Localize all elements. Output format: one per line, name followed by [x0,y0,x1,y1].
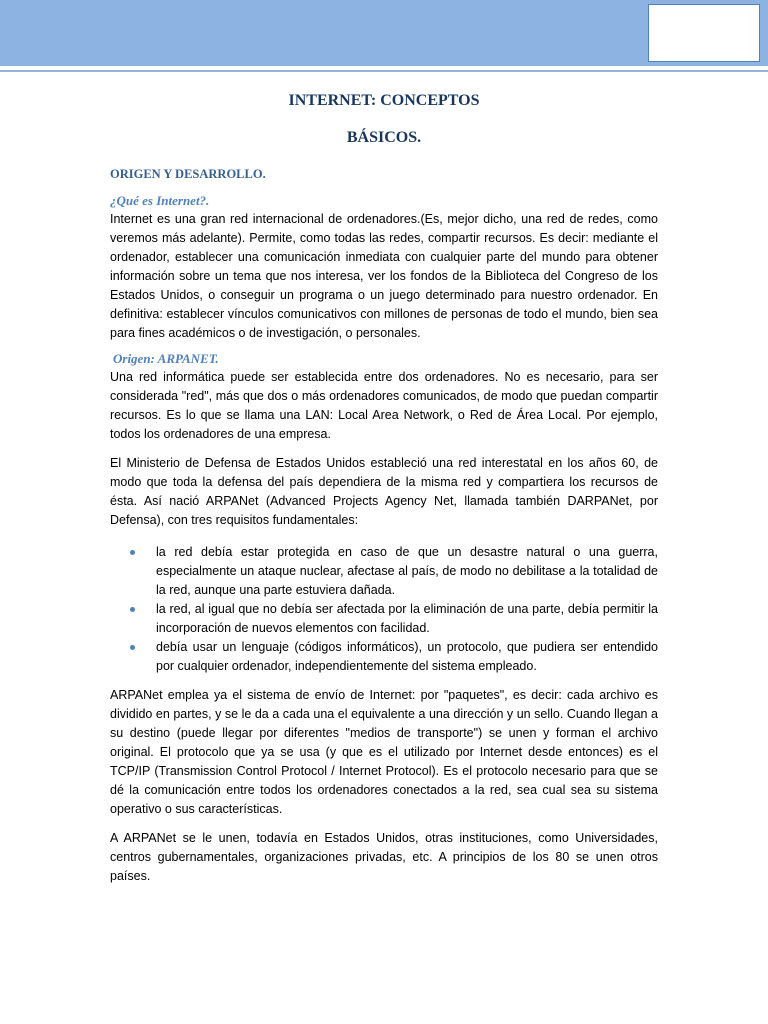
section-heading: ORIGEN Y DESARROLLO. [110,167,266,181]
list-item [110,543,658,600]
list-item [110,638,658,676]
paragraph3: ARPANet emplea ya el sistema de envío de Internet: por "paquetes", es decir: cada archivo es dividido en partes, y se le da a cada una el equivalente a una dirección y un sello. Cuando llegan a su destino (puede llegar por diferentes "medios de transporte") se unen y forman el archivo original. El protocolo que ya se usa (y que es el utilizado por Internet desde entonces) es el TCP/IP (Transmission Control Protocol / Internet Protocol). Es el protocolo necesario para que se dé la comunicación entre todos los ordenadores conectados a la red, sea cual sea su sistema operativo o sus características. [110,688,658,816]
subsection2-paragraph1: Una red informática puede ser establecida entre dos ordenadores. No es necesario, para ser considerada "red", más que dos o más ordenadores comunicados, de modo que puedan compartir recursos. Es lo que se llama una LAN: Local Area Network, o Red de Área Local. Por ejemplo, todos los ordenadores de una empresa. [110,370,658,441]
header-box [648,4,760,62]
subsection2-paragraph2: El Ministerio de Defensa de Estados Unidos estableció una red interestatal en los años 60, de modo que toda la defensa del país dependiera de la misma red y compartiera los recursos de ésta. Así nació ARPANet (Advanced Projects Agency Net, llamada también DARPANet, por Defensa), con tres requisitos fundamentales: [110,456,658,527]
bullet-icon [130,645,135,650]
bullet-icon [130,607,135,612]
list-item-text: la red debía estar protegida en caso de que un desastre natural o una guerra, especialmente un ataque nuclear, afectase al país, de modo no debilitase a la totalidad de la red, aunque una parte estuviera dañada. [156,545,658,597]
subsection1-heading: ¿Qué es Internet?. [110,193,210,208]
requirements-list [110,543,658,676]
list-item-text: la red, al igual que no debía ser afectada por la eliminación de una parte, debía permitir la incorporación de nuevos elementos con facilidad. [156,602,658,635]
subsection2-heading: Origen: ARPANET. [113,351,219,366]
subsection1-paragraph: Internet es una gran red internacional de ordenadores.(Es, mejor dicho, una red de redes, como veremos más adelante). Permite, como todas las redes, compartir recursos. Es decir: mediante el ordenador, establecer una comunicación inmediata con cualquier parte del mundo para obtener información sobre un tema que nos interesa, ver los fondos de la Biblioteca del Congreso de los Estados Unidos, o conseguir un programa o un juego determinado para nuestro ordenador. En definitiva: establecer vínculos comunicativos con millones de personas de todo el mundo, bien sea para fines académicos o de investigación, o personales. [110,212,658,340]
bullet-icon [130,550,135,555]
paragraph4: A ARPANet se le unen, todavía en Estados Unidos, otras instituciones, como Universidades, centros gubernamentales, organizaciones privadas, etc. A principios de los 80 se unen otros países. [110,831,658,883]
document-body [110,88,658,886]
header-rule [0,70,768,72]
document-title-line1: INTERNET: CONCEPTOS [288,92,480,109]
document-title-line2: BÁSICOS. [346,129,422,146]
list-item [110,600,658,638]
list-item-text: debía usar un lenguaje (códigos informáticos), un protocolo, que pudiera ser entendido por cualquier ordenador, independientemente del sistema empleado. [156,640,658,673]
